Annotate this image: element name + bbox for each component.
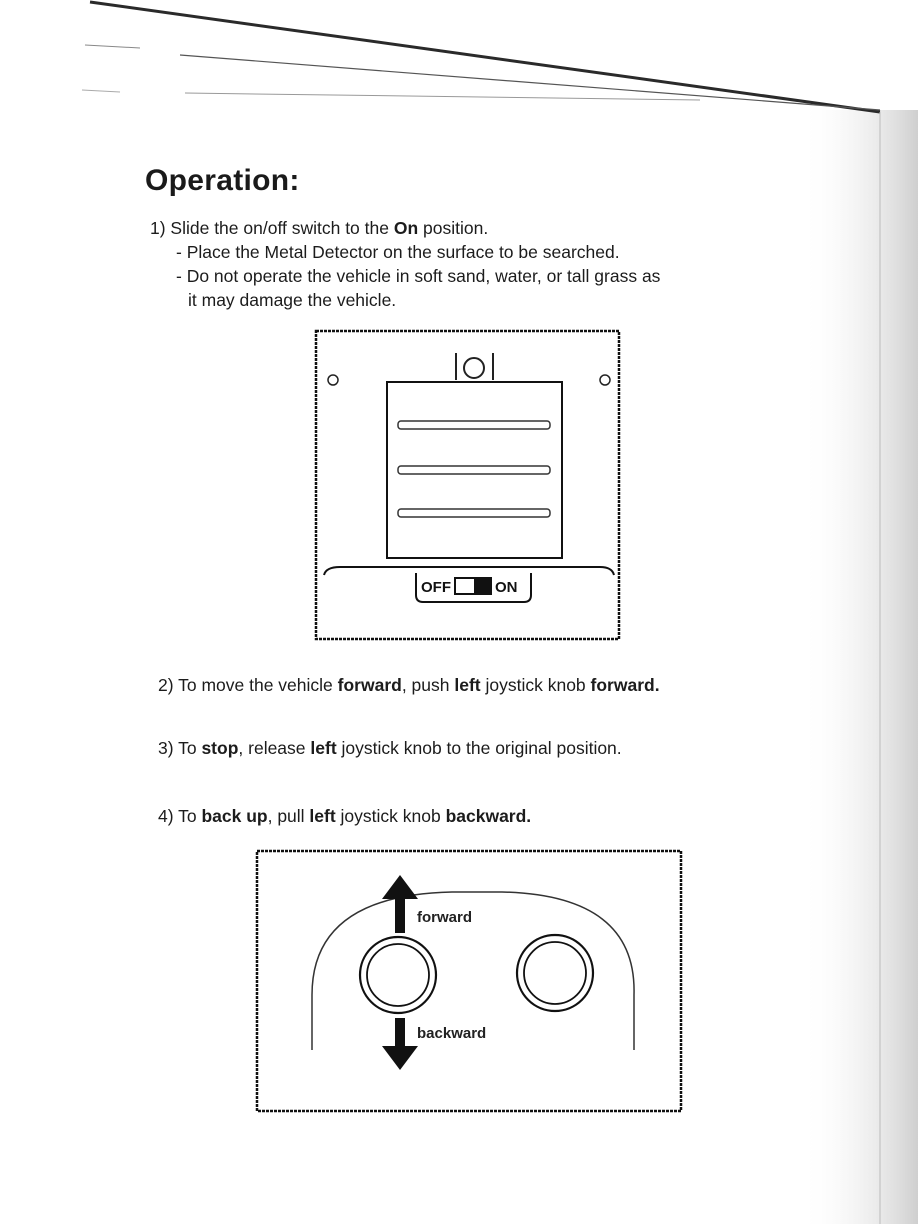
switch-figure bbox=[310, 325, 625, 645]
step-2-text-3: joystick knob bbox=[480, 675, 591, 695]
forward-label: forward bbox=[417, 909, 473, 926]
panel-slot-1 bbox=[398, 421, 550, 429]
right-joystick-knob-outer bbox=[517, 935, 593, 1011]
step-1-bullet-2-line-1: - Do not operate the vehicle in soft sand, water, or tall grass as bbox=[176, 266, 661, 286]
page-title: Operation: bbox=[145, 164, 300, 197]
step-3-text-2: , release bbox=[238, 738, 311, 758]
step-3-stop-bold: stop bbox=[201, 738, 239, 758]
off-label: OFF bbox=[421, 579, 451, 596]
backward-label: backward bbox=[417, 1025, 487, 1042]
joystick-figure-frame bbox=[257, 851, 681, 1111]
step-4-text-2: , pull bbox=[267, 806, 310, 826]
left-joystick-knob-inner bbox=[367, 944, 429, 1006]
step-4-backward-bold: backward. bbox=[445, 806, 532, 826]
step-3-text-1: 3) To bbox=[158, 738, 202, 758]
step-1-bullet-1: - Place the Metal Detector on the surface to be searched. bbox=[176, 242, 620, 262]
step-1-on-bold: On bbox=[393, 218, 419, 238]
step-1-suffix: position. bbox=[418, 218, 489, 238]
forward-arrow-icon bbox=[382, 875, 418, 899]
forward-arrow-shaft bbox=[395, 897, 405, 933]
step-4 bbox=[158, 804, 531, 828]
step-4-text-1: 4) To bbox=[158, 806, 202, 826]
screw-hole-right bbox=[600, 375, 610, 385]
step-4-left-bold: left bbox=[309, 806, 336, 826]
step-3-left-bold: left bbox=[310, 738, 337, 758]
left-joystick-knob-outer bbox=[360, 937, 436, 1013]
step-1-text: 1) Slide the on/off switch to the bbox=[150, 218, 394, 238]
step-2-forward-bold-2: forward. bbox=[590, 675, 660, 695]
on-label: ON bbox=[495, 579, 518, 596]
step-2-text-2: , push bbox=[401, 675, 455, 695]
step-4-text-3: joystick knob bbox=[335, 806, 446, 826]
panel-slot-3 bbox=[398, 509, 550, 517]
chassis-line bbox=[324, 567, 614, 575]
step-3 bbox=[158, 736, 622, 760]
backward-arrow-icon bbox=[382, 1046, 418, 1070]
step-2-forward-bold: forward bbox=[337, 675, 402, 695]
step-2-text-1: 2) To move the vehicle bbox=[158, 675, 338, 695]
joystick-figure bbox=[252, 845, 688, 1117]
detector-panel bbox=[387, 382, 562, 558]
screw-hole-left bbox=[328, 375, 338, 385]
step-3-text-3: joystick knob to the original position. bbox=[336, 738, 622, 758]
step-1-bullet-2-line-2: it may damage the vehicle. bbox=[188, 290, 397, 310]
switch-slider-on bbox=[474, 578, 491, 594]
step-2-left-bold: left bbox=[454, 675, 481, 695]
step-1 bbox=[150, 216, 488, 240]
sensor-ring bbox=[464, 358, 484, 378]
right-joystick-knob-inner bbox=[524, 942, 586, 1004]
step-2 bbox=[158, 673, 660, 697]
step-4-back-up-bold: back up bbox=[201, 806, 268, 826]
panel-slot-2 bbox=[398, 466, 550, 474]
